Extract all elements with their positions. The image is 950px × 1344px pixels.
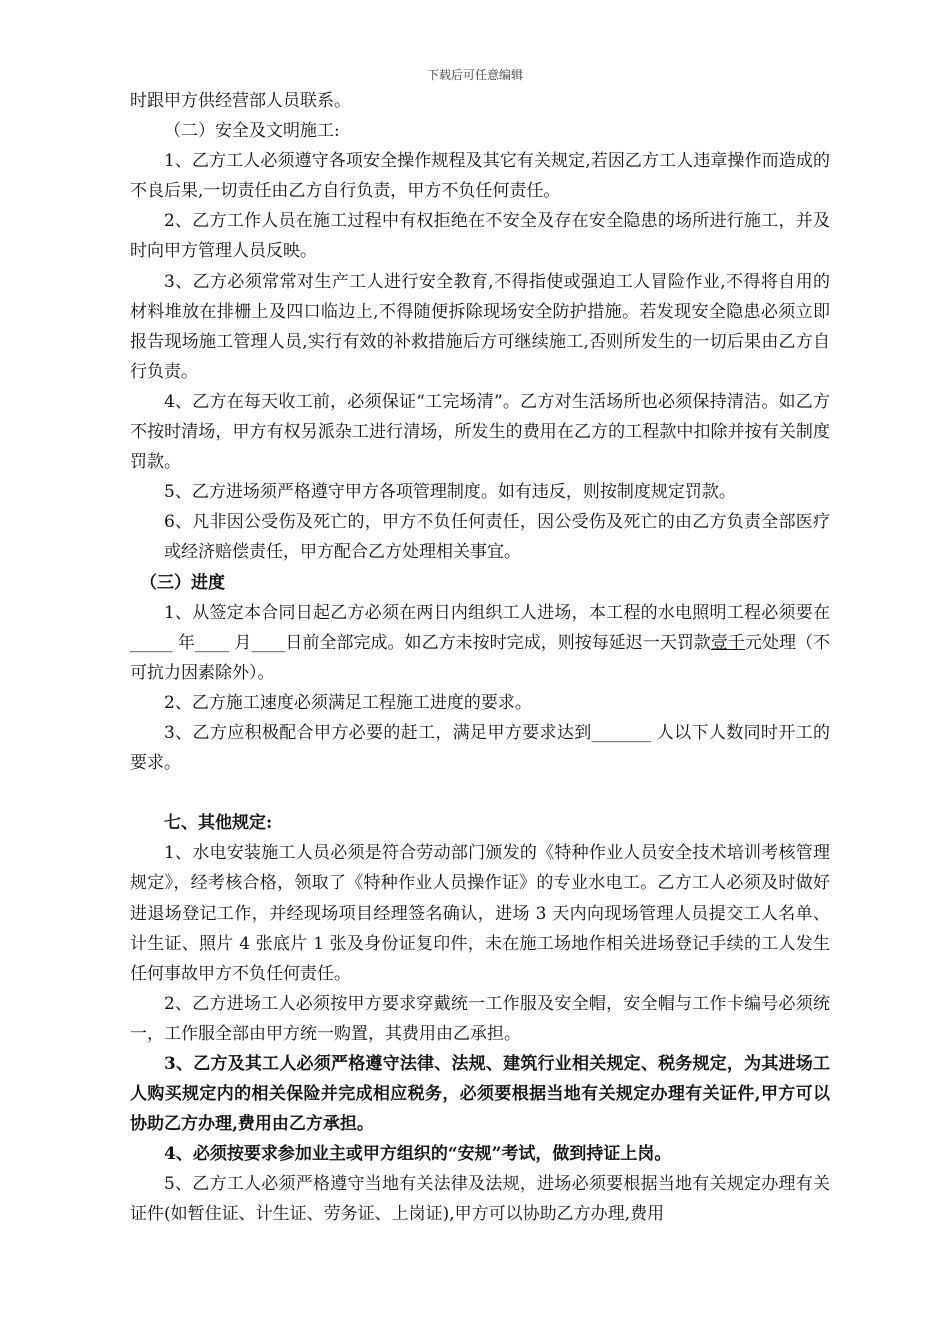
paragraph-safety-4: 4、乙方在每天收工前，必须保证“工完场清”。乙方对生活场所也必须保持清洁。如乙方不按时清场，甲方有权另派杂工进行清场，所发生的费用在乙方的工程款中扣除并按有关制度罚款。 — [130, 391, 830, 473]
document-body — [130, 86, 830, 1230]
subsection-heading-safety: （二）安全及文明施工: — [164, 121, 340, 142]
blank-year: _____ — [130, 632, 173, 653]
blank-worker-count: _______ — [591, 722, 652, 743]
paragraph-safety-1: 1、乙方工人必须遵守各项安全操作规程及其它有关规定,若因乙方工人违章操作而造成的不良后果,一切责任由乙方自行负责，甲方不负任何责任。 — [130, 151, 830, 202]
penalty-amount: 壹千 — [710, 632, 745, 653]
text-span: 日前全部完成。如乙方未按时完成，则按每延迟一天罚款 — [285, 632, 711, 653]
subsection-heading-progress: （三）进度 — [140, 572, 225, 593]
text-span: 1、从签定本合同日起乙方必须在两日内组织工人进场，本工程的水电照明工程必须要在 — [164, 602, 830, 623]
paragraph-continuation: 时跟甲方供经营部人员联系。 — [130, 91, 351, 111]
paragraph-rules-2: 2、乙方进场工人必须按甲方要求穿戴统一工作服及安全帽，安全帽与工作卡编号必须统一，工作服全部由甲方统一购置，其费用由乙承担。 — [130, 993, 830, 1044]
paragraph-rules-5: 5、乙方工人必须严格遵守当地有关法律及法规，进场必须要根据当地有关规定办理有关证件(如暂住证、计生证、劳务证、上岗证),甲方可以协助乙方办理,费用 — [130, 1174, 830, 1225]
paragraph-rules-1: 1、水电安装施工人员必须是符合劳动部门颁发的《特种作业人员安全技术培训考核管理规定》，经考核合格，领取了《特种作业人员操作证》的专业水电工。乙方工人必须及时做好进退场登记工作，并经现场项目经理签名确认，进场 3 天内向现场管理人员提交工人名单、计生证、照片 4 张底片 1 张及身份证复印件，未在施工场地作相关进场登记手续的工人发生任何事故甲方不负任何责任。 — [130, 843, 830, 984]
paragraph-rules-3: 3、乙方及其工人必须严格遵守法律、法规、建筑行业相关规定、税务规定，为其进场工人购买规定内的相关保险并完成相应税务，必须要根据当地有关规定办理有关证件,甲方可以协助乙方办理,费用由乙方承担。 — [130, 1054, 830, 1135]
spacer — [130, 778, 830, 808]
paragraph-progress-1 — [130, 598, 830, 688]
text-span: 3、乙方应积极配合甲方必要的赶工，满足甲方要求达到 — [164, 722, 592, 743]
section-heading-other-rules: 七、其他规定: — [164, 813, 273, 834]
text-span: 月 — [228, 632, 252, 653]
paragraph-progress-3 — [130, 718, 830, 778]
blank-day: ____ — [251, 632, 286, 653]
paragraph-progress-2: 2、乙方施工速度必须满足工程施工进度的要求。 — [164, 692, 532, 713]
text-span: 年 — [172, 632, 195, 653]
text-span: 人以下人数同时开工的要求。 — [130, 722, 830, 774]
paragraph-safety-3: 3、乙方必须常常对生产工人进行安全教育,不得指使或强迫工人冒险作业,不得将自用的材料堆放在排栅上及四口临边上,不得随便拆除现场安全防护措施。若发现安全隐患必须立即报告现场施工管理人员,实行有效的补救措施后方可继续施工,否则所发生的一切后果由乙方自行负责。 — [130, 271, 830, 382]
page-header: 下载后可任意编辑 — [426, 68, 523, 82]
paragraph-safety-6: 6、凡非因公受伤及死亡的，甲方不负任何责任，因公受伤及死亡的由乙方负责全部医疗或经济赔偿责任，甲方配合乙方处理相关事宜。 — [164, 512, 830, 563]
paragraph-safety-5: 5、乙方进场须严格遵守甲方各项管理制度。如有违反，则按制度规定罚款。 — [164, 482, 736, 503]
paragraph-safety-2: 2、乙方工作人员在施工过程中有权拒绝在不安全及存在安全隐患的场所进行施工，并及时向甲方管理人员反映。 — [130, 211, 830, 262]
blank-month: ____ — [194, 632, 229, 653]
text-span: 元处理（不可抗力因素除外）。 — [130, 632, 831, 683]
paragraph-rules-4: 4、必须按要求参加业主或甲方组织的“安规”考试，做到持证上岗。 — [164, 1144, 672, 1165]
